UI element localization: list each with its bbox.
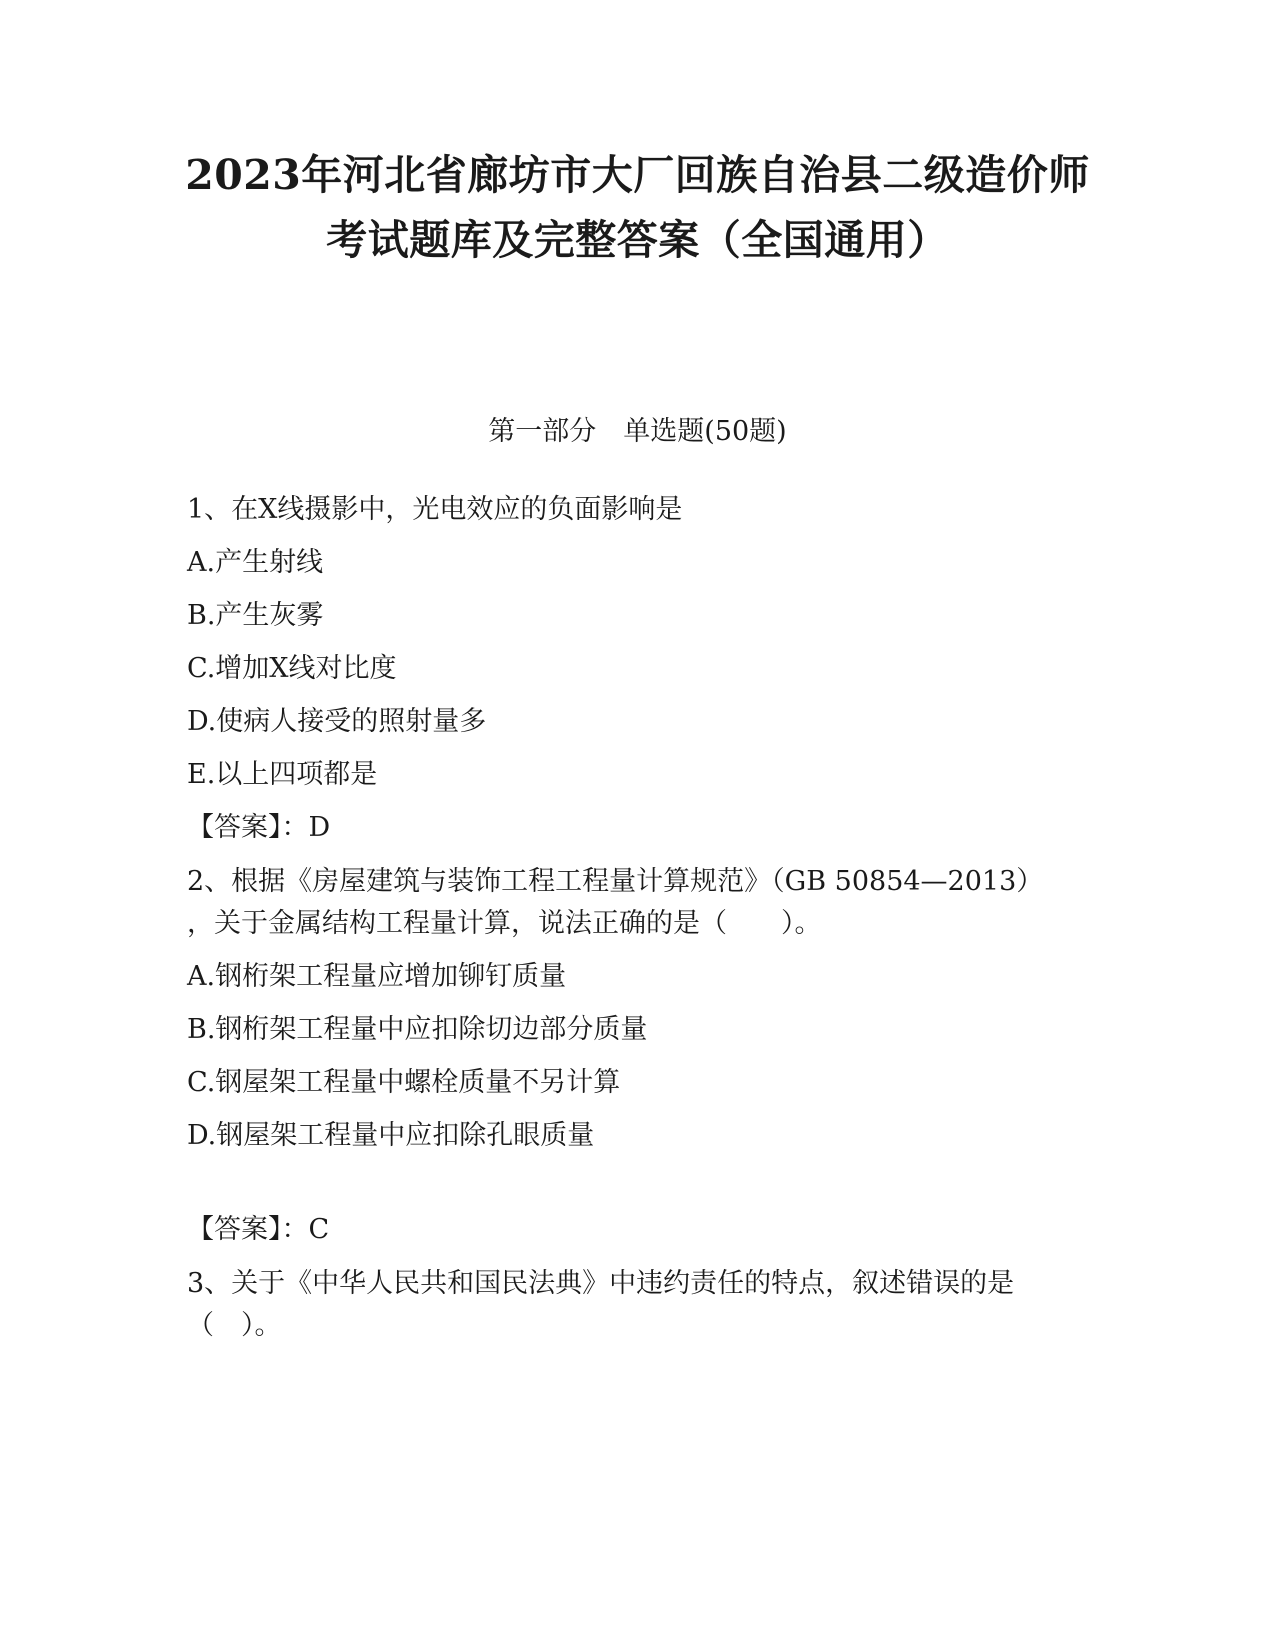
question-1-option-b: B.产生灰雾 <box>187 600 324 631</box>
question-2-option-d: D.钢屋架工程量中应扣除孔眼质量 <box>187 1120 595 1151</box>
question-2-answer: 【答案】：C <box>187 1214 330 1245</box>
question-1-option-d: D.使病人接受的照射量多 <box>187 706 487 737</box>
question-2-stem-line-1: 2、根据《房屋建筑与装饰工程工程量计算规范》（GB 50854—2013） <box>187 866 1044 897</box>
question-1-option-c: C.增加X线对比度 <box>187 653 397 684</box>
question-1-option-a: A.产生射线 <box>187 547 324 578</box>
question-3-stem-line-2: （ ）。 <box>187 1310 282 1341</box>
question-3-stem-line-1: 3、关于《中华人民共和国民法典》中违约责任的特点，叙述错误的是 <box>187 1268 1015 1299</box>
document-title-line-1: 2023年河北省廊坊市大厂回族自治县二级造价师 <box>185 151 1090 199</box>
question-2-option-c: C.钢屋架工程量中螺栓质量不另计算 <box>187 1067 621 1098</box>
document-title-line-2: 考试题库及完整答案（全国通用） <box>326 216 949 264</box>
question-1-answer: 【答案】：D <box>187 812 331 843</box>
question-1-option-e: E.以上四项都是 <box>187 759 378 790</box>
question-2-option-b: B.钢桁架工程量中应扣除切边部分质量 <box>187 1014 648 1045</box>
question-2-stem-line-2: ，关于金属结构工程量计算，说法正确的是（ ）。 <box>187 908 822 939</box>
question-1-stem: 1、在X线摄影中，光电效应的负面影响是 <box>187 494 683 525</box>
question-2-option-a: A.钢桁架工程量应增加铆钉质量 <box>187 961 567 992</box>
section-heading: 第一部分 单选题(50题) <box>488 416 787 447</box>
